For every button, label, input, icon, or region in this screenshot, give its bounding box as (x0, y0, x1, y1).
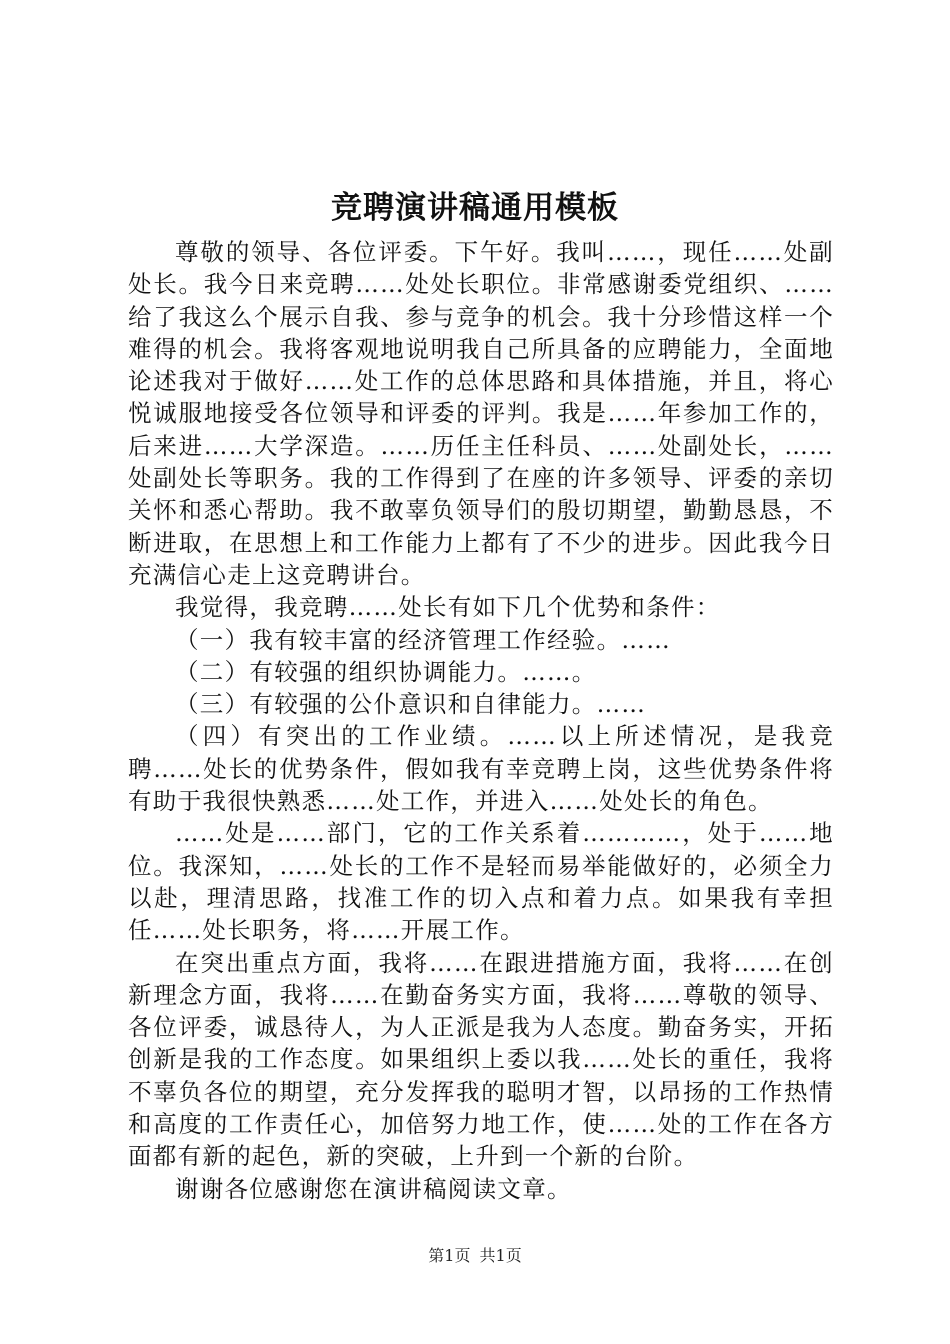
paragraph-intro: 尊敬的领导、各位评委。下午好。我叫……，现任……处副处长。我今日来竞聘……处处长职位。非常感谢委党组织、……给了我这么个展示自我、参与竞争的机会。我十分珍惜这样一个难得的机会。我将客观地说明我自己所具备的应聘能力，全面地论述我对于做好……处工作的总体思路和具体措施，并且，将心悦诚服地接受各位领导和评委的评判。我是……年参加工作的，后来进……大学深造。……历任主任科员、……处副处长，……处副处长等职务。我的工作得到了在座的许多领导、评委的亲切关怀和悉心帮助。我不敢辜负领导们的殷切期望，勤勤恳恳，不断进取，在思想上和工作能力上都有了不少的进步。因此我今日充满信心走上这竞聘讲台。 (128, 238, 834, 589)
document-body (128, 236, 834, 1205)
list-item: （一）我有较丰富的经济管理工作经验。…… (175, 625, 671, 654)
paragraph-closing: 谢谢各位感谢您在演讲稿阅读文章。 (175, 1174, 572, 1203)
paragraph-advantages-intro: 我觉得，我竞聘……处长有如下几个优势和条件： (175, 593, 721, 622)
page-footer: 第1页 共1页 (428, 1246, 522, 1265)
list-item: （三）有较强的公仆意识和自律能力。…… (175, 690, 647, 719)
list-item: （四）有突出的工作业绩。……以上所述情况，是我竞聘……处长的优势条件，假如我有幸竞聘上岗，这些优势条件将有助于我很快熟悉……处工作，并进入……处处长的角色。 (128, 722, 834, 816)
paragraph-plans: 在突出重点方面，我将……在跟进措施方面，我将……在创新理念方面，我将……在勤奋务实方面，我将……尊敬的领导、各位评委，诚恳待人，为人正派是我为人态度。勤奋务实，开拓创新是我的工作态度。如果组织上委以我……处长的重任，我将不辜负各位的期望，充分发挥我的聪明才智，以昂扬的工作热情和高度的工作责任心，加倍努力地工作，使……处的工作在各方面都有新的起色，新的突破，上升到一个新的台阶。 (128, 948, 834, 1171)
list-item: （二）有较强的组织协调能力。……。 (175, 657, 597, 686)
paragraph-department: ……处是……部门，它的工作关系着…………，处于……地位。我深知，……处长的工作不是轻而易举能做好的，必须全力以赴，理清思路，找准工作的切入点和着力点。如果我有幸担任……处长职务，将……开展工作。 (128, 819, 834, 945)
document-title: 竞聘演讲稿通用模板 (331, 190, 619, 226)
